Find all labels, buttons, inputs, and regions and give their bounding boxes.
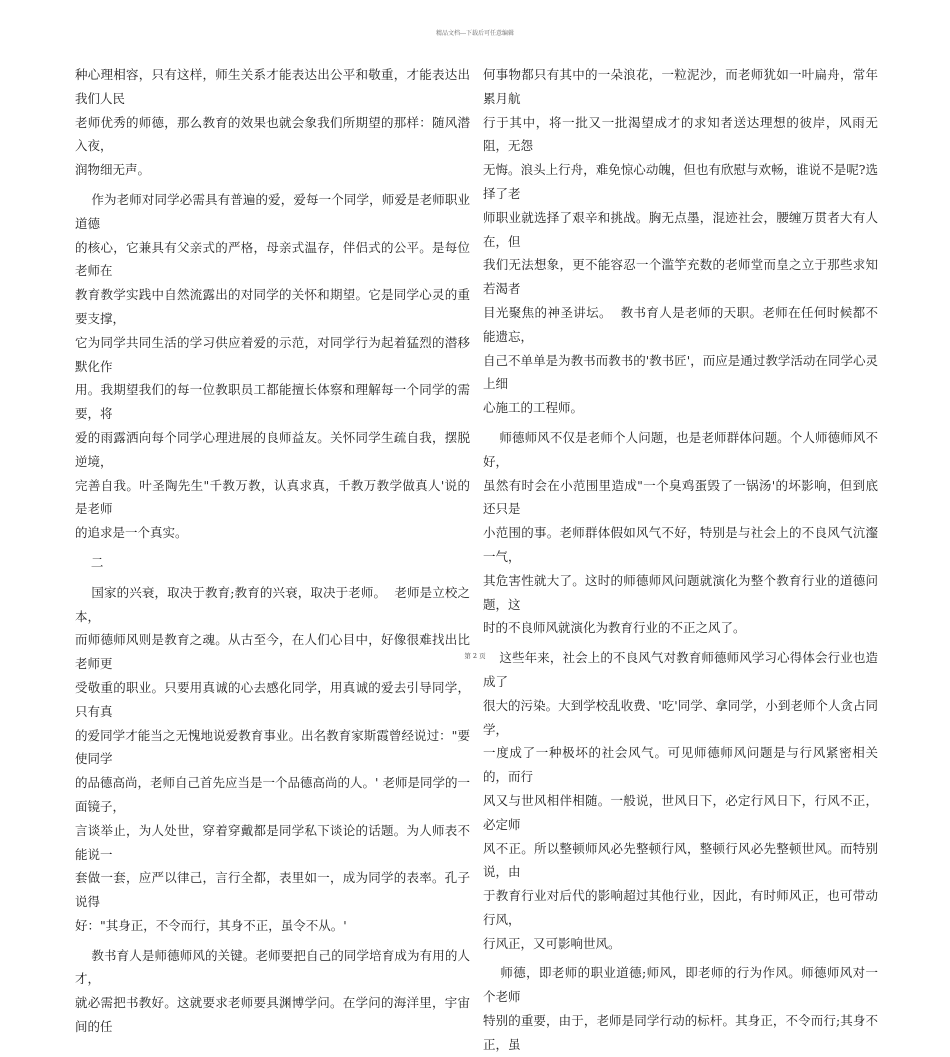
paragraph-education-rise: 国家的兴衰，取决于教育;教育的兴衰，取决于老师。 老师是立校之本， 而师德师风则是教育之魂。从古至今，在人们心目中，好像很难找出比老师更 受敬重的职业。只要用真诚的心去感化同学，用真诚的爱去引导同学，只有真 的爱同学才能当之无愧地说爱教育事业。出名教育家斯霞曾经说过："要使同学 的品德高尚，老师自己首先应当是一个品德高尚的人。' 老师是同学的一面镜子， 言谈举止，为人处世，穿着穿戴都是同学私下谈论的话题。为人师表不能说一 套做一套，应严以律己，言行全都，表里如一，成为同学的表率。孔子说得 好："其身正，不令而行，其身不正，虽令不从。' [75, 584, 470, 933]
page-number: 第 2 页 [464, 652, 486, 660]
paragraph-group-issue: 师德师风不仅是老师个人问题，也是老师群体问题。个人师德师风不好， 虽然有时会在小范围里造成"一个臭鸡蛋毁了一锅汤'的坏影响，但到底还只是 小范围的事。老师群体假如风气不好，特别是与社会上的不良风气沆瀣一气， 其危害性就大了。这时的师德师风问题就演化为整个教育行业的道德问题，这 时的不良师风就演化为教育行业的不正之风了。 [483, 429, 878, 636]
paragraph-teacher-love: 作为老师对同学必需具有普遍的爱，爱每一个同学，师爱是老师职业道德 的核心，它兼具有父亲式的严格，母亲式温存，伴侣式的公平。是每位老师在 教育教学实践中自然流露出的对同学的关怀和期望。它是同学心灵的重要支撑， 它为同学共同生活的学习供应着爱的示范，对同学行为起着猛烈的潜移默化作 用。我期望我们的每一位教职员工都能擅长体察和理解每一个同学的需要，将 爱的雨露洒向每个同学心理进展的良师益友。关怀同学生疏自我，摆脱逆境， 完善自我。叶圣陶先生"千教万教，认真求真，千教万教学做真人'说的是老师 的追求是一个真实。 [75, 191, 470, 541]
paragraph-continuation: 种心理相容，只有这样，师生关系才能表达出公平和敬重，才能表达出我们人民 老师优秀的师德，那么教育的效果也就会象我们所期望的那样：随风潜入夜， 润物细无声。 [75, 67, 470, 178]
left-column [75, 63, 470, 1039]
paragraph-ethics-definition: 师德，即老师的职业道德;师风，即老师的行为作风。师德师风对一个老师 特别的重要，由于，老师是同学行动的标杆。其身正，不令而行;其身不正，虽 [483, 965, 878, 1052]
paragraph-teaching-key: 教书育人是师德师风的关键。老师要把自己的同学培育成为有用的人才， 就必需把书教好。这就要求老师要具渊博学问。在学问的海洋里，宇宙间的任 [75, 947, 470, 1035]
right-column [483, 63, 878, 1057]
section-heading-two: 二 [75, 554, 104, 570]
page-header: 精品文档---下载后可任意编辑 [435, 30, 515, 37]
paragraph-knowledge-ocean: 何事物都只有其中的一朵浪花，一粒泥沙，而老师犹如一叶扁舟，常年累月航 行于其中，将一批又一批渴望成才的求知者送达理想的彼岸，风雨无阻，无怨 无悔。浪头上行舟，难免惊心动魄，但也有欣慰与欢畅，谁说不是呢?选择了老 师职业就选择了艰辛和挑战。胸无点墨，混迹社会，腰缠万贯者大有人在，但 我们无法想象，更不能容忍一个滥竽充数的老师堂而皇之立于那些求知若渴者 目光聚焦的神圣讲坛。 教书育人是老师的天职。老师在任何时候都不能遗忘， 自己不单单是为教书而教书的'教书匠'，而应是通过教学活动在同学心灵上细 心施工的工程师。 [483, 67, 878, 416]
paragraph-social-influence: 这些年来，社会上的不良风气对教育师德师风学习心得体会行业也造成了 很大的污染。大到学校乱收费、'吃'同学、拿同学，小到老师个人贪占同学， 一度成了一种极坏的社会风气。可见师德师风问题是与行风紧密相关的，而行 风又与世风相伴相随。一般说，世风日下，必定行风日下，行风不正，必定师 风不正。所以整顿师风必先整顿行风，整顿行风必先整顿世风。而特别说，由 于教育行业对后代的影响超过其他行业，因此，有时师风正，也可带动行风， 行风正，又可影响世风。 [483, 650, 878, 951]
